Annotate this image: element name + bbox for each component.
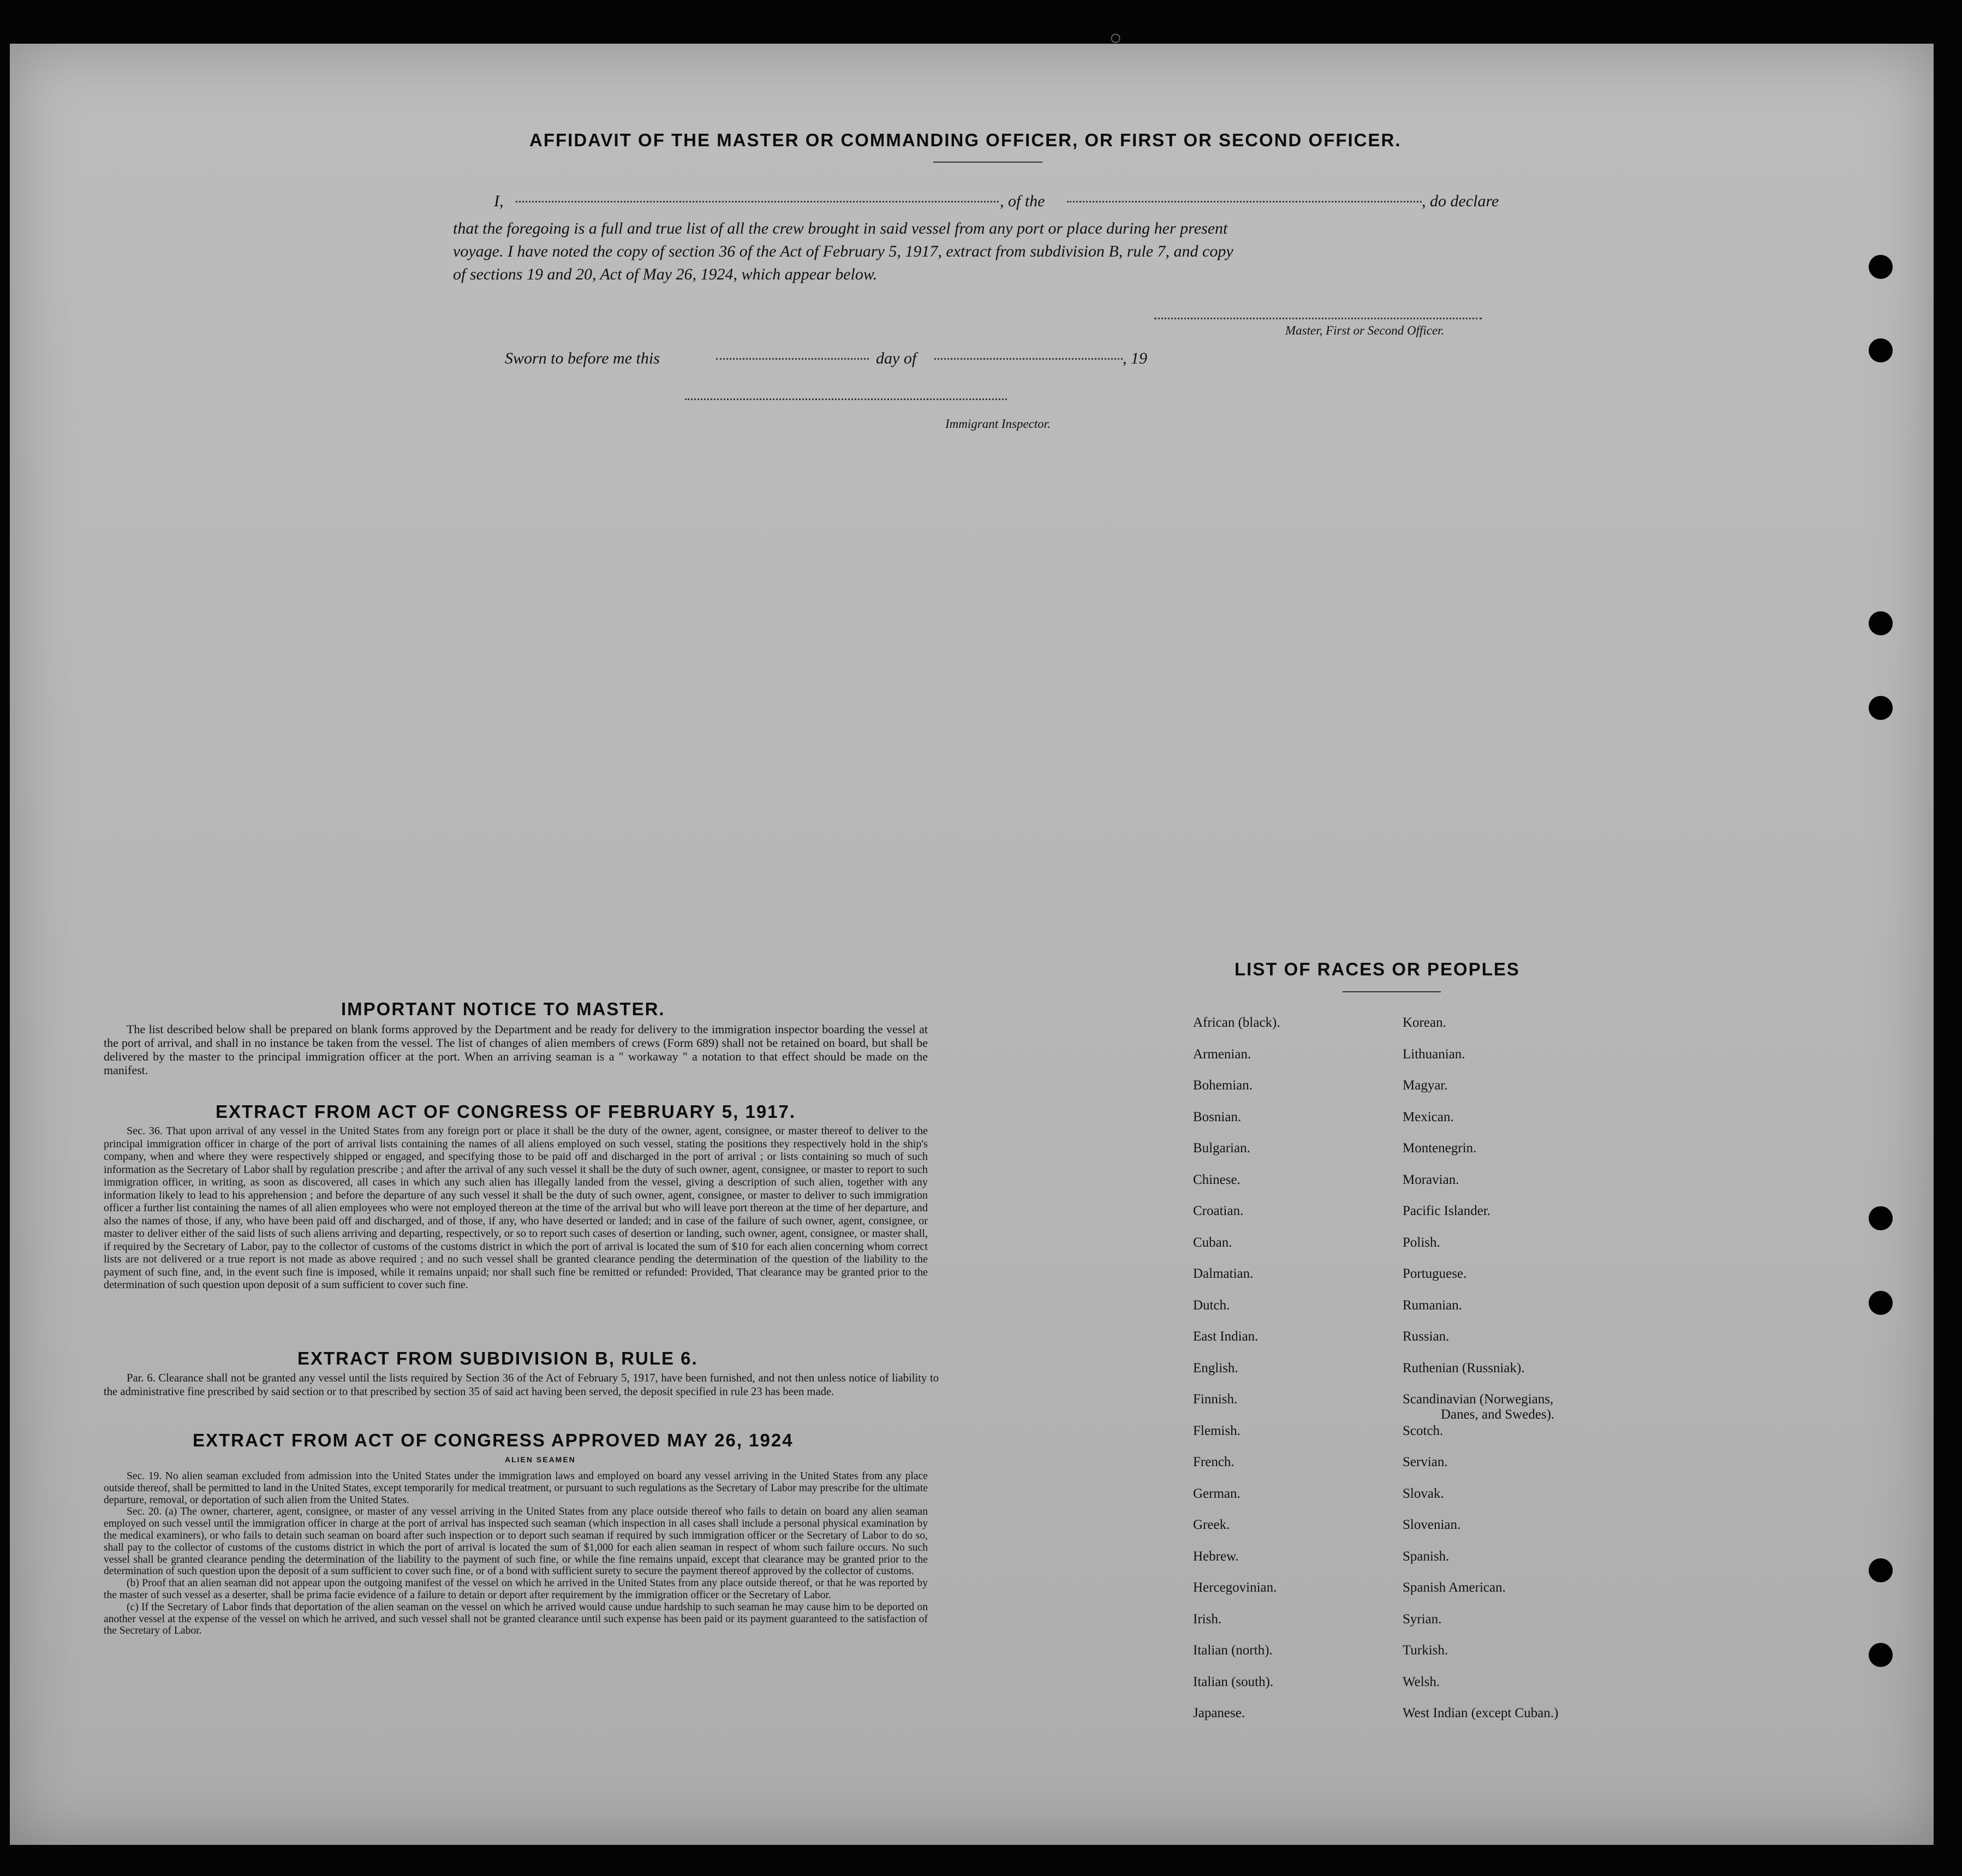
punch-hole-icon: [1869, 696, 1893, 720]
race-item: Hebrew.: [1193, 1549, 1239, 1564]
race-item: Cuban.: [1193, 1235, 1232, 1250]
race-item: Spanish American.: [1403, 1580, 1506, 1595]
master-signature-blank[interactable]: [1154, 318, 1482, 319]
race-item: Mexican.: [1403, 1109, 1454, 1124]
alien-seamen-subtitle: ALIEN SEAMEN: [505, 1455, 576, 1464]
race-item: French.: [1193, 1455, 1235, 1469]
extract-1917-text: [104, 1125, 928, 1292]
affidavit-body-line3: of sections 19 and 20, Act of May 26, 1924, which appear below.: [453, 265, 878, 283]
sworn-month-blank[interactable]: [934, 358, 1123, 360]
punch-hole-icon: [1869, 338, 1893, 362]
race-item: Slovak.: [1403, 1486, 1444, 1501]
race-item: Scandinavian (Norwegians,: [1403, 1392, 1554, 1407]
sec20c-paragraph: (c) If the Secretary of Labor finds that deportation of the alien seaman on the vessel on which he arrived would cause undue hardship to such seaman he may cause him to be deported on another vessel at the expense of the vessel on which he arrived, and such vessel shall not be granted clearance until such expense has been paid or its payment guaranteed to the satisfaction of the Secretary of Labor.: [104, 1601, 928, 1637]
race-item: Lithuanian.: [1403, 1046, 1465, 1062]
race-item: Servian.: [1403, 1455, 1448, 1469]
punch-hole-icon: [1869, 1643, 1893, 1667]
race-item: English.: [1193, 1360, 1238, 1375]
race-item: Welsh.: [1403, 1674, 1440, 1689]
declare-i-label: I,: [494, 192, 504, 210]
race-item: Flemish.: [1193, 1423, 1241, 1438]
race-item: Scotch.: [1403, 1423, 1444, 1438]
race-item: Slovenian.: [1403, 1517, 1461, 1532]
sec20b-paragraph: (b) Proof that an alien seaman did not appear upon the outgoing manifest of the vessel on which he arrived in the United States from any place outside thereof, or that he was reported by the master of such vessel as a deserter, shall be prima facie evidence of a failure to detain or deport after requirement by the immigration officer or the Secretary of Labor.: [104, 1577, 928, 1601]
extract-rule6-title: EXTRACT FROM SUBDIVISION B, RULE 6.: [297, 1348, 698, 1368]
inspector-label: Immigrant Inspector.: [945, 417, 1051, 431]
master-signature-label: Master, First or Second Officer.: [1285, 324, 1445, 337]
notice-text: [104, 1022, 928, 1077]
race-item: Portuguese.: [1403, 1266, 1467, 1281]
race-item: West Indian (except Cuban.): [1403, 1706, 1559, 1720]
punch-hole-icon: [1869, 1558, 1893, 1582]
extract-1924-text: [104, 1470, 928, 1637]
notice-title: IMPORTANT NOTICE TO MASTER.: [341, 999, 665, 1019]
race-scandinavian-cont: Danes, and Swedes).: [1441, 1407, 1555, 1422]
race-item: Moravian.: [1403, 1172, 1459, 1187]
race-item: Montenegrin.: [1403, 1141, 1477, 1156]
sworn-day-of-label: day of: [876, 349, 917, 367]
extract-1917-title: EXTRACT FROM ACT OF CONGRESS OF FEBRUARY 5, 1917.: [216, 1101, 796, 1122]
race-item: Dalmatian.: [1193, 1266, 1254, 1281]
race-item: Italian (north).: [1193, 1643, 1273, 1658]
name-blank[interactable]: [516, 201, 999, 203]
sec19-paragraph: Sec. 19. No alien seaman excluded from admission into the United States under the immigration laws and employed on board any vessel arriving in the United States from any place outside thereof, shall be permitted to land in the United States, except temporarily for medical treatment, or pursuant to such regulations as the Secretary of Labor may prescribe for the ultimate departure, removal, or deportation of such alien from the United States.: [104, 1470, 928, 1506]
extract-1924-title: EXTRACT FROM ACT OF CONGRESS APPROVED MAY 26, 1924: [193, 1430, 794, 1450]
race-item: Greek.: [1193, 1517, 1230, 1532]
notice-paragraph: The list described below shall be prepared on blank forms approved by the Department and be ready for delivery to the immigration inspector boarding the vessel at the port of arrival, and shall in no instance be taken from the vessel. The list of changes of alien members of crews (Form 689) shall not be retained on board, but shall be delivered by the master to the principal immigration officer at the port. When an arriving seaman is a " workaway " a notation to that effect should be made on the manifest.: [104, 1022, 928, 1077]
race-item: Ruthenian (Russniak).: [1403, 1360, 1525, 1375]
race-item: East Indian.: [1193, 1329, 1259, 1344]
affidavit-title: AFFIDAVIT OF THE MASTER OR COMMANDING OFFICER, OR FIRST OR SECOND OFFICER.: [529, 130, 1402, 150]
inspector-signature-blank[interactable]: [685, 398, 1007, 400]
punch-hole-icon: [1869, 1291, 1893, 1315]
punch-hole-icon: [1869, 1206, 1893, 1230]
race-item: Magyar.: [1403, 1078, 1448, 1093]
sec36-paragraph: Sec. 36. That upon arrival of any vessel in the United States from any foreign port or place it shall be the duty of the owner, agent, consignee, or master thereof to deliver to the principal immigration officer in charge of the port of arrival lists containing the names of all aliens employed on such vessel, stating the positions they respectively hold in the ship's company, when and where they were respectively shipped or engaged, and specifying those to be paid off and discharged in the port of arrival ; or lists containing so much of such information as the Secretary of Labor shall by regulation prescribe ; and after the arrival of any such vessel it shall be the duty of such owner, agent, consignee, or master to report to such immigration officer, in writing, as soon as discovered, all cases in which any such alien has illegally landed from the vessel, giving a description of such alien, together with any information likely to lead to his apprehension ; and before the departure of any such vessel it shall be the duty of such owner, agent, consignee, or master to deliver to such immigration officer a further list containing the names of all alien employees who were not employed thereon at the time of the arrival but who will leave port thereon at the time of her departure, and also the names of those, if any, who have been paid off and discharged, and of those, if any, who have deserted or landed; and in case of the failure of such owner, agent, consignee, or master to deliver either of the said lists of such aliens arriving and departing, respectively, or so to report such cases of desertion or landing, such owner, agent, consignee, or master shall, if required by the Secretary of Labor, pay to the collector of customs of the customs district in which the port of arrival is located the sum of $10 for each alien concerning whom correct lists are not delivered or a true report is not made as above required ; and no such vessel shall be granted clearance pending the determination of the question of the liability to the payment of such fine, and, in the event such fine is imposed, while it remains unpaid; nor shall such fine be remitted or refunded: Provided, That clearance may be granted prior to the determination of such question upon deposit of a sum sufficient to cover such fine.: [104, 1125, 928, 1291]
race-item: Syrian.: [1403, 1611, 1442, 1627]
declare-do-declare-label: , do declare: [1422, 192, 1499, 210]
races-title: LIST OF RACES OR PEOPLES: [1235, 959, 1520, 979]
race-item: Chinese.: [1193, 1172, 1241, 1187]
race-item: German.: [1193, 1486, 1241, 1501]
race-item: Bulgarian.: [1193, 1141, 1250, 1156]
race-item: Bohemian.: [1193, 1078, 1253, 1093]
sworn-year-label: , 19: [1123, 349, 1147, 367]
race-item: Russian.: [1403, 1329, 1450, 1344]
race-item: Armenian.: [1193, 1046, 1251, 1062]
race-item: Finnish.: [1193, 1392, 1238, 1407]
sworn-prefix-label: Sworn to before me this: [505, 349, 660, 367]
race-item: Italian (south).: [1193, 1674, 1274, 1689]
affidavit-body-line2: voyage. I have noted the copy of section 36 of the Act of February 5, 1917, extract from subdivision B, rule 7, and copy: [453, 242, 1233, 260]
race-item: Turkish.: [1403, 1643, 1448, 1658]
race-item: Polish.: [1403, 1235, 1440, 1250]
race-item: Bosnian.: [1193, 1109, 1242, 1124]
punch-hole-icon: [1869, 611, 1893, 635]
punch-hole-icon: [1869, 255, 1893, 279]
declare-of-the-label: , of the: [1000, 192, 1045, 210]
extract-rule6-text: [104, 1372, 939, 1399]
race-item: Dutch.: [1193, 1297, 1230, 1313]
par6-paragraph: Par. 6. Clearance shall not be granted any vessel until the lists required by Section 36 of the Act of February 5, 1917, have been furnished, and not then unless notice of liability to the administrative fine prescribed by said section or to that prescribed by section 35 of said act having been served, the deposit specified in rule 23 has been made.: [104, 1372, 939, 1398]
sec20a-paragraph: Sec. 20. (a) The owner, charterer, agent, consignee, or master of any vessel arriving in the United States from any place outside thereof who fails to detain on board any alien seaman employed on such vessel until the immigration officer in charge at the port of arrival has inspected such seaman (which inspection in all cases shall include a personal physical examination by the medical examiners), or who fails to detain such seaman on board after such inspection or to deport such seaman if required by such immigration officer or the Secretary of Labor to do so, shall pay to the collector of customs of the customs district in which the port of arrival is located the sum of $1,000 for each alien seaman in respect of whom such failure occurs. No such vessel shall be granted clearance pending the determination of the liability to the payment of such fine, or while the fine remains unpaid, except that clearance may be granted prior to the determination of such question upon the deposit of a sum sufficient to cover such fine, or of a bond with sufficient surety to secure the payment thereof approved by the collector of customs.: [104, 1506, 928, 1577]
vessel-name-blank[interactable]: [1067, 201, 1422, 203]
title-underline: [933, 162, 1042, 163]
races-column-left: [1193, 1015, 1280, 1737]
sworn-day-blank[interactable]: [716, 358, 869, 360]
race-item: Spanish.: [1403, 1549, 1450, 1564]
race-item: Korean.: [1403, 1015, 1446, 1030]
races-column-right: [1403, 1015, 1558, 1737]
affidavit-body-line1: that the foregoing is a full and true list of all the crew brought in said vessel from any port or place during her present: [453, 219, 1228, 237]
race-item: Pacific Islander.: [1403, 1204, 1491, 1218]
race-item: African (black).: [1193, 1015, 1280, 1030]
races-title-underline: [1343, 991, 1441, 992]
race-item: Hercegovinian.: [1193, 1580, 1277, 1595]
race-item: Croatian.: [1193, 1204, 1244, 1218]
race-item: Irish.: [1193, 1611, 1222, 1627]
binder-ring-icon: ◌: [1110, 27, 1122, 48]
race-item: Rumanian.: [1403, 1297, 1463, 1313]
race-item: Japanese.: [1193, 1706, 1245, 1720]
